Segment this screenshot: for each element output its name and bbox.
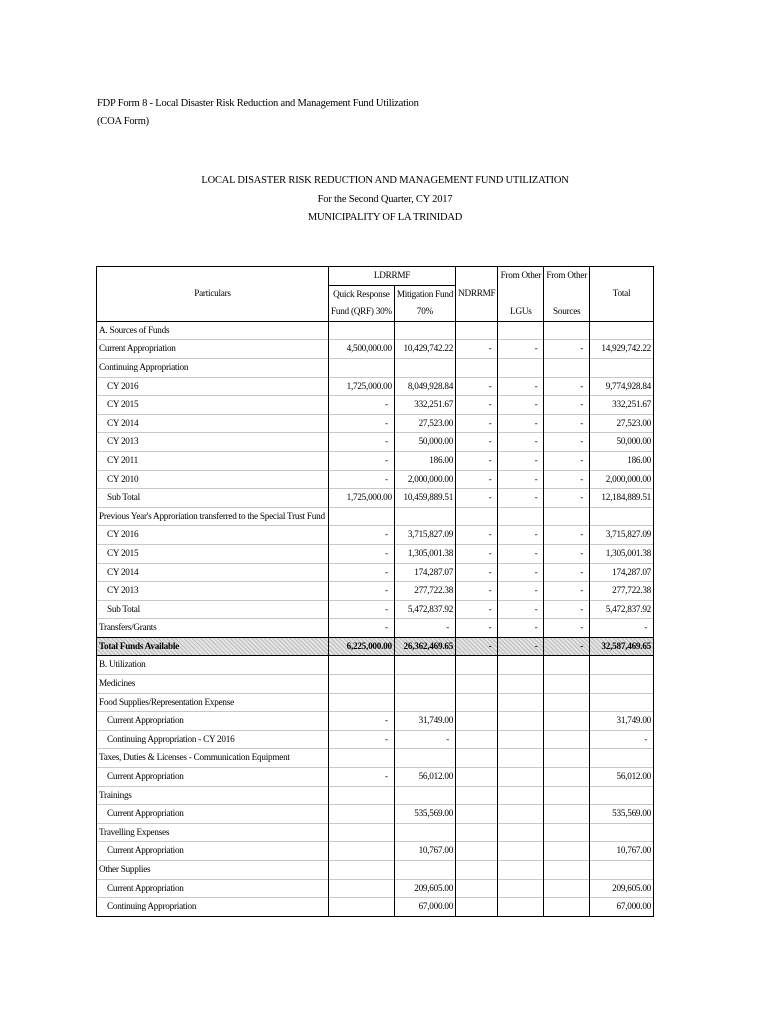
total-cell: 277,722.38 xyxy=(590,582,654,601)
ndrrmf-cell: - xyxy=(456,544,498,563)
sources-header-mid xyxy=(544,285,590,303)
sources-cell xyxy=(544,786,590,805)
qrf-cell xyxy=(329,656,395,675)
total-cell: 56,012.00 xyxy=(590,768,654,787)
total-cell xyxy=(590,749,654,768)
total-cell xyxy=(590,786,654,805)
table-row xyxy=(97,433,654,452)
mitigation-cell: 2,000,000.00 xyxy=(394,470,455,489)
particulars-cell: Continuing Appropriation xyxy=(97,358,329,377)
total-cell: 67,000.00 xyxy=(590,898,654,917)
particulars-cell: A. Sources of Funds xyxy=(97,321,329,340)
total-cell: 3,715,827.09 xyxy=(590,526,654,545)
sources-cell xyxy=(544,768,590,787)
total-cell: 186.00 xyxy=(590,451,654,470)
lgus-cell: - xyxy=(498,526,544,545)
table-row xyxy=(97,879,654,898)
qrf-cell xyxy=(329,786,395,805)
ndrrmf-cell xyxy=(456,507,498,526)
mitigation-cell xyxy=(394,693,455,712)
total-cell xyxy=(590,321,654,340)
total-cell: 14,929,742.22 xyxy=(590,340,654,359)
mitigation-cell xyxy=(394,749,455,768)
qrf-cell xyxy=(329,693,395,712)
ndrrmf-cell xyxy=(456,321,498,340)
particulars-cell: CY 2011 xyxy=(97,451,329,470)
ndrrmf-header-bottom xyxy=(456,303,498,321)
total-header-top xyxy=(590,267,654,286)
qrf-cell: - xyxy=(329,619,395,638)
ndrrmf-cell: - xyxy=(456,526,498,545)
ndrrmf-cell xyxy=(456,749,498,768)
lgus-cell xyxy=(498,898,544,917)
ndrrmf-cell xyxy=(456,712,498,731)
mitigation-cell: - xyxy=(394,619,455,638)
lgus-cell: - xyxy=(498,470,544,489)
particulars-cell: CY 2015 xyxy=(97,396,329,415)
particulars-cell: Sub Total xyxy=(97,600,329,619)
qrf-cell: - xyxy=(329,414,395,433)
lgus-cell: - xyxy=(498,637,544,656)
qrf-cell: - xyxy=(329,470,395,489)
particulars-cell: Transfers/Grants xyxy=(97,619,329,638)
fund-utilization-table xyxy=(96,266,654,917)
particulars-cell: CY 2014 xyxy=(97,414,329,433)
report-title: LOCAL DISASTER RISK REDUCTION AND MANAGEMENT FUND UTILIZATION xyxy=(201,175,569,186)
table-row xyxy=(97,749,654,768)
total-cell: 209,605.00 xyxy=(590,879,654,898)
particulars-cell: Taxes, Duties & Licenses - Communication Equipment xyxy=(97,749,329,768)
particulars-header-cell xyxy=(97,267,329,286)
ndrrmf-cell: - xyxy=(456,637,498,656)
sources-cell: - xyxy=(544,600,590,619)
ldrrmf-header: LDRRMF xyxy=(329,267,456,286)
qrf-cell: 4,500,000.00 xyxy=(329,340,395,359)
table-row xyxy=(97,377,654,396)
sources-cell: - xyxy=(544,340,590,359)
lgus-cell: - xyxy=(498,377,544,396)
lgus-cell: - xyxy=(498,600,544,619)
qrf-header-line2: Fund (QRF) 30% xyxy=(329,303,395,321)
total-header-bottom xyxy=(590,303,654,321)
sources-cell xyxy=(544,861,590,880)
sources-cell: - xyxy=(544,377,590,396)
qrf-cell xyxy=(329,842,395,861)
lgus-cell: - xyxy=(498,340,544,359)
lgus-cell: - xyxy=(498,433,544,452)
table-row xyxy=(97,768,654,787)
particulars-cell: CY 2010 xyxy=(97,470,329,489)
sources-cell xyxy=(544,358,590,377)
qrf-cell xyxy=(329,805,395,824)
form-source: (COA Form) xyxy=(97,116,149,127)
table-row xyxy=(97,489,654,508)
sources-cell: - xyxy=(544,619,590,638)
qrf-cell: - xyxy=(329,730,395,749)
total-header: Total xyxy=(590,285,654,303)
sources-cell: - xyxy=(544,489,590,508)
qrf-cell xyxy=(329,879,395,898)
lgus-cell: - xyxy=(498,451,544,470)
lgus-cell xyxy=(498,507,544,526)
mitigation-cell: - xyxy=(394,730,455,749)
ndrrmf-cell xyxy=(456,786,498,805)
ndrrmf-cell: - xyxy=(456,340,498,359)
mitigation-cell xyxy=(394,507,455,526)
table-row xyxy=(97,786,654,805)
municipality-name: MUNICIPALITY OF LA TRINIDAD xyxy=(307,212,463,223)
qrf-cell: - xyxy=(329,768,395,787)
qrf-cell: - xyxy=(329,433,395,452)
ndrrmf-cell xyxy=(456,879,498,898)
table-row xyxy=(97,582,654,601)
ndrrmf-cell: - xyxy=(456,600,498,619)
sources-cell: - xyxy=(544,433,590,452)
particulars-cell: CY 2013 xyxy=(97,582,329,601)
table-row xyxy=(97,619,654,638)
qrf-cell xyxy=(329,358,395,377)
lgus-header-mid xyxy=(498,285,544,303)
sources-cell xyxy=(544,693,590,712)
sources-cell xyxy=(544,507,590,526)
mitigation-cell: 186.00 xyxy=(394,451,455,470)
lgus-cell: - xyxy=(498,414,544,433)
ndrrmf-cell xyxy=(456,823,498,842)
lgus-cell xyxy=(498,730,544,749)
mitigation-cell: 10,767.00 xyxy=(394,842,455,861)
ndrrmf-cell: - xyxy=(456,619,498,638)
lgus-cell: - xyxy=(498,563,544,582)
total-cell xyxy=(590,358,654,377)
particulars-cell: Continuing Appropriation - CY 2016 xyxy=(97,730,329,749)
lgus-cell xyxy=(498,712,544,731)
mitigation-cell: 10,429,742.22 xyxy=(394,340,455,359)
particulars-cell: Current Appropriation xyxy=(97,340,329,359)
qrf-cell xyxy=(329,321,395,340)
total-cell xyxy=(590,861,654,880)
particulars-cell: Current Appropriation xyxy=(97,768,329,787)
lgus-cell xyxy=(498,786,544,805)
sources-cell xyxy=(544,656,590,675)
table-row xyxy=(97,805,654,824)
sources-cell: - xyxy=(544,563,590,582)
mitigation-cell: 50,000.00 xyxy=(394,433,455,452)
lgus-cell: - xyxy=(498,582,544,601)
qrf-cell: - xyxy=(329,526,395,545)
total-cell: 9,774,928.84 xyxy=(590,377,654,396)
sources-cell xyxy=(544,675,590,694)
sources-header-top: From Other xyxy=(544,267,590,286)
total-funds-row xyxy=(97,637,654,656)
table-row xyxy=(97,544,654,563)
qrf-cell: - xyxy=(329,600,395,619)
qrf-cell: - xyxy=(329,582,395,601)
sources-cell: - xyxy=(544,451,590,470)
ndrrmf-cell xyxy=(456,842,498,861)
mitigation-cell: 5,472,837.92 xyxy=(394,600,455,619)
table-row xyxy=(97,470,654,489)
mitigation-cell xyxy=(394,321,455,340)
sources-cell: - xyxy=(544,544,590,563)
total-cell: 31,749.00 xyxy=(590,712,654,731)
total-cell: 32,587,469.65 xyxy=(590,637,654,656)
total-cell: 332,251.67 xyxy=(590,396,654,415)
particulars-cell: Medicines xyxy=(97,675,329,694)
particulars-cell: CY 2014 xyxy=(97,563,329,582)
ndrrmf-cell xyxy=(456,768,498,787)
qrf-cell xyxy=(329,823,395,842)
total-cell: 535,569.00 xyxy=(590,805,654,824)
mitigation-cell: 1,305,001.38 xyxy=(394,544,455,563)
total-cell: 5,472,837.92 xyxy=(590,600,654,619)
qrf-cell xyxy=(329,749,395,768)
mitigation-cell: 67,000.00 xyxy=(394,898,455,917)
mitigation-cell: 332,251.67 xyxy=(394,396,455,415)
ndrrmf-cell: - xyxy=(456,470,498,489)
sources-cell xyxy=(544,805,590,824)
ndrrmf-cell xyxy=(456,358,498,377)
qrf-cell: - xyxy=(329,396,395,415)
total-cell: 1,305,001.38 xyxy=(590,544,654,563)
particulars-cell: Food Supplies/Representation Expense xyxy=(97,693,329,712)
ndrrmf-cell: - xyxy=(456,377,498,396)
ndrrmf-cell: - xyxy=(456,396,498,415)
ndrrmf-cell xyxy=(456,730,498,749)
ndrrmf-cell: - xyxy=(456,489,498,508)
mitigation-cell xyxy=(394,823,455,842)
particulars-cell: Current Appropriation xyxy=(97,879,329,898)
particulars-cell: B. Utilization xyxy=(97,656,329,675)
ndrrmf-cell: - xyxy=(456,563,498,582)
table-row xyxy=(97,656,654,675)
qrf-cell: 6,225,000.00 xyxy=(329,637,395,656)
qrf-cell xyxy=(329,675,395,694)
table-row xyxy=(97,451,654,470)
mitigation-header-line2: 70% xyxy=(394,303,455,321)
ndrrmf-cell: - xyxy=(456,582,498,601)
lgus-cell xyxy=(498,749,544,768)
table-row xyxy=(97,396,654,415)
lgus-cell xyxy=(498,879,544,898)
total-cell xyxy=(590,507,654,526)
table-row xyxy=(97,563,654,582)
mitigation-cell xyxy=(394,358,455,377)
sources-cell: - xyxy=(544,414,590,433)
qrf-cell: - xyxy=(329,451,395,470)
total-cell: 2,000,000.00 xyxy=(590,470,654,489)
lgus-cell xyxy=(498,358,544,377)
sources-cell xyxy=(544,321,590,340)
total-cell xyxy=(590,693,654,712)
sources-cell: - xyxy=(544,582,590,601)
mitigation-cell: 277,722.38 xyxy=(394,582,455,601)
total-cell xyxy=(590,656,654,675)
total-cell: 10,767.00 xyxy=(590,842,654,861)
particulars-cell: Current Appropriation xyxy=(97,805,329,824)
table-row xyxy=(97,898,654,917)
sources-cell xyxy=(544,749,590,768)
table-row xyxy=(97,507,654,526)
mitigation-cell xyxy=(394,786,455,805)
lgus-cell xyxy=(498,768,544,787)
sources-cell xyxy=(544,712,590,731)
particulars-header: Particulars xyxy=(97,285,329,303)
sources-cell: - xyxy=(544,526,590,545)
particulars-cell: CY 2013 xyxy=(97,433,329,452)
report-period: For the Second Quarter, CY 2017 xyxy=(317,194,453,205)
particulars-cell: Continuing Appropriation xyxy=(97,898,329,917)
lgus-cell xyxy=(498,321,544,340)
mitigation-cell: 3,715,827.09 xyxy=(394,526,455,545)
lgus-cell: - xyxy=(498,396,544,415)
total-cell xyxy=(590,675,654,694)
lgus-cell xyxy=(498,693,544,712)
total-cell: 12,184,889.51 xyxy=(590,489,654,508)
table-header-row xyxy=(97,267,654,286)
particulars-header-bottom xyxy=(97,303,329,321)
table-row xyxy=(97,823,654,842)
lgus-header-bottom: LGUs xyxy=(498,303,544,321)
table-header-row xyxy=(97,303,654,321)
sources-cell: - xyxy=(544,637,590,656)
sources-cell: - xyxy=(544,470,590,489)
lgus-cell: - xyxy=(498,544,544,563)
lgus-cell xyxy=(498,823,544,842)
mitigation-cell: 31,749.00 xyxy=(394,712,455,731)
table-row xyxy=(97,712,654,731)
qrf-cell: - xyxy=(329,544,395,563)
qrf-cell xyxy=(329,861,395,880)
particulars-cell: Previous Year's Approriation transferred to the Special Trust Fund xyxy=(97,507,329,526)
total-cell: 50,000.00 xyxy=(590,433,654,452)
mitigation-cell: 10,459,889.51 xyxy=(394,489,455,508)
lgus-cell xyxy=(498,842,544,861)
particulars-cell: CY 2016 xyxy=(97,377,329,396)
table-row xyxy=(97,321,654,340)
sources-cell xyxy=(544,879,590,898)
lgus-cell: - xyxy=(498,619,544,638)
particulars-cell: Travelling Expenses xyxy=(97,823,329,842)
ndrrmf-header: NDRRMF xyxy=(456,285,498,303)
qrf-header-line1: Quick Response xyxy=(329,285,395,303)
mitigation-header-line1: Mitigation Fund xyxy=(394,285,455,303)
ndrrmf-cell xyxy=(456,656,498,675)
table-header-row xyxy=(97,285,654,303)
table-row xyxy=(97,526,654,545)
table-row xyxy=(97,730,654,749)
table-row xyxy=(97,842,654,861)
table-row xyxy=(97,340,654,359)
mitigation-cell xyxy=(394,675,455,694)
particulars-cell: CY 2016 xyxy=(97,526,329,545)
mitigation-cell: 56,012.00 xyxy=(394,768,455,787)
ndrrmf-cell xyxy=(456,861,498,880)
table-row xyxy=(97,675,654,694)
qrf-cell xyxy=(329,898,395,917)
ndrrmf-cell xyxy=(456,675,498,694)
lgus-cell xyxy=(498,805,544,824)
particulars-cell: Sub Total xyxy=(97,489,329,508)
total-cell: 27,523.00 xyxy=(590,414,654,433)
particulars-cell: Current Appropriation xyxy=(97,712,329,731)
lgus-header-top: From Other xyxy=(498,267,544,286)
particulars-cell: CY 2015 xyxy=(97,544,329,563)
mitigation-cell xyxy=(394,656,455,675)
total-cell: 174,287.07 xyxy=(590,563,654,582)
sources-cell: - xyxy=(544,396,590,415)
qrf-cell xyxy=(329,507,395,526)
lgus-cell: - xyxy=(498,489,544,508)
qrf-cell: 1,725,000.00 xyxy=(329,377,395,396)
ndrrmf-cell: - xyxy=(456,433,498,452)
mitigation-cell xyxy=(394,861,455,880)
total-cell: - xyxy=(590,730,654,749)
ndrrmf-header-top xyxy=(456,267,498,286)
mitigation-cell: 209,605.00 xyxy=(394,879,455,898)
sources-header-bottom: Sources xyxy=(544,303,590,321)
form-title: FDP Form 8 - Local Disaster Risk Reduction and Management Fund Utilization xyxy=(97,98,419,109)
total-cell: - xyxy=(590,619,654,638)
ndrrmf-cell: - xyxy=(456,451,498,470)
mitigation-cell: 26,362,469.65 xyxy=(394,637,455,656)
qrf-cell: 1,725,000.00 xyxy=(329,489,395,508)
ndrrmf-cell xyxy=(456,693,498,712)
lgus-cell xyxy=(498,861,544,880)
particulars-cell: Current Appropriation xyxy=(97,842,329,861)
qrf-cell: - xyxy=(329,563,395,582)
ndrrmf-cell: - xyxy=(456,414,498,433)
table-row xyxy=(97,358,654,377)
table-row xyxy=(97,861,654,880)
table-row xyxy=(97,693,654,712)
mitigation-cell: 535,569.00 xyxy=(394,805,455,824)
table-row xyxy=(97,414,654,433)
total-cell xyxy=(590,823,654,842)
ndrrmf-cell xyxy=(456,805,498,824)
particulars-cell: Other Supplies xyxy=(97,861,329,880)
lgus-cell xyxy=(498,675,544,694)
ndrrmf-cell xyxy=(456,898,498,917)
sources-cell xyxy=(544,730,590,749)
mitigation-cell: 174,287.07 xyxy=(394,563,455,582)
sources-cell xyxy=(544,898,590,917)
sources-cell xyxy=(544,823,590,842)
mitigation-cell: 27,523.00 xyxy=(394,414,455,433)
particulars-cell: Trainings xyxy=(97,786,329,805)
qrf-cell: - xyxy=(329,712,395,731)
sources-cell xyxy=(544,842,590,861)
particulars-cell: Total Funds Available xyxy=(97,637,329,656)
table-row xyxy=(97,600,654,619)
mitigation-cell: 8,049,928.84 xyxy=(394,377,455,396)
lgus-cell xyxy=(498,656,544,675)
